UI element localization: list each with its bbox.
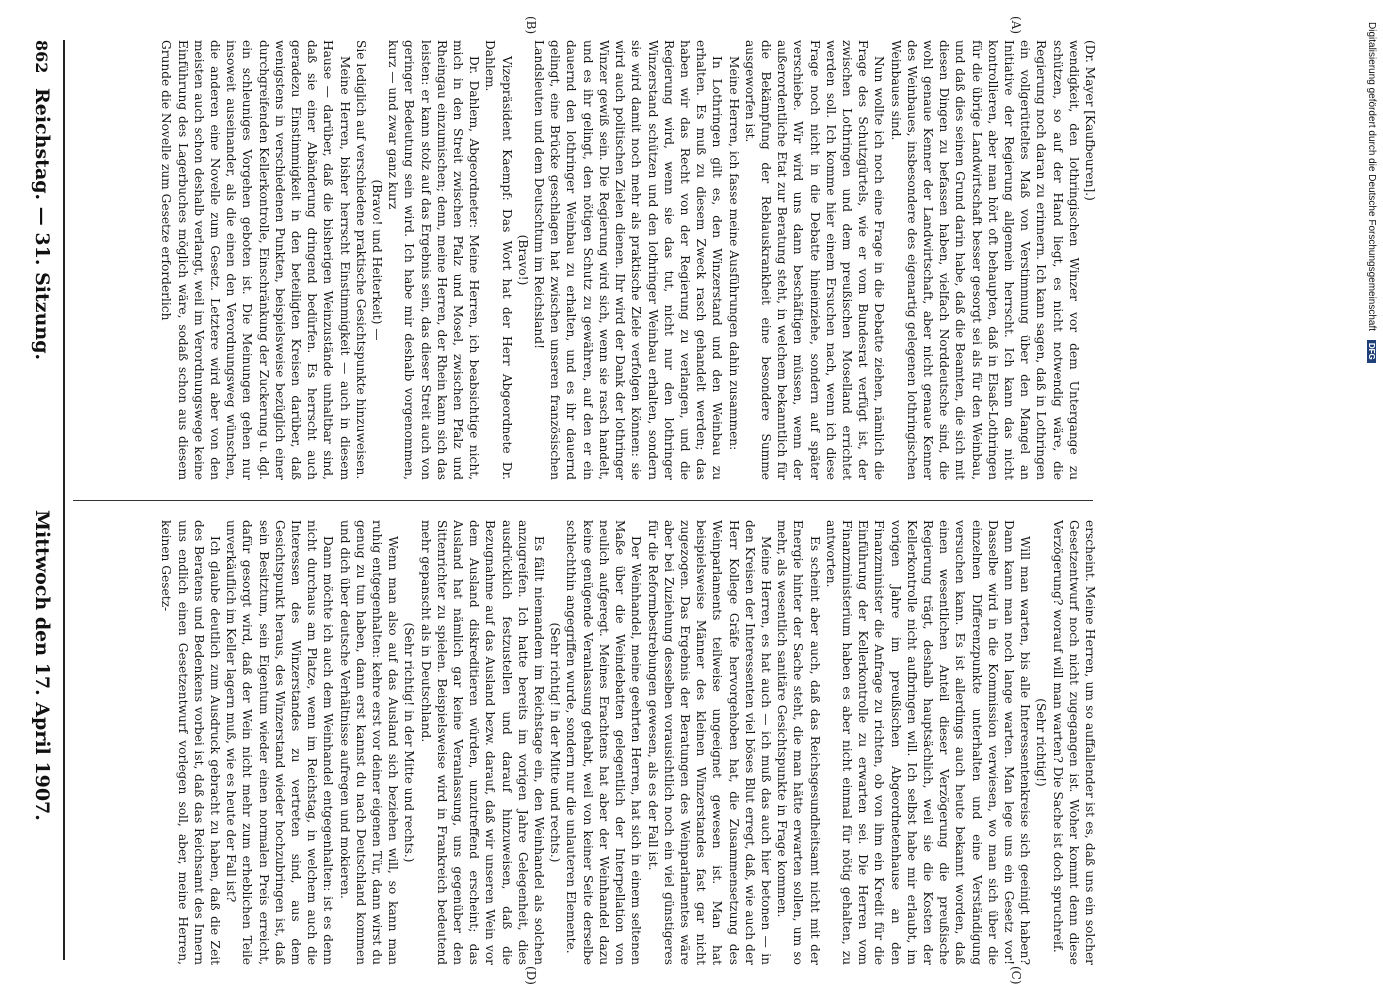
paragraph: Ich glaube deutlich zum Ausdruck gebracht zu haben, daß die Zeit des Beratens und Bedenkens vorbei ist, daß das Reichsamt des Innern uns endlich einen Gesetzentwurf vorlegen soll, aber, meine Herren, keinen Gesetz- [159,520,223,965]
paragraph: In Lothringen gilt es, den Winzerstand und den Weinbau zu erhalten. Es muß zu diesem Zweck rasch gehandelt werden; das haben wir das Recht von der Regierung zu verlangen, und die Regierung wird, wenn sie das tut, nicht nur den lothringer Winzerstand schützen und den lothringer Weinbau erhalten, sondern sie wird damit noch mehr als praktische Ziele verfolgen können: sie wird auch politischen Zielen dienen. Ihr wird der Dank der lothringer Winzer gewiß sein. Die Regierung wird sich, wenn sie rasch handelt, und es ihr gelingt, den nötigen Schutz zu gewähren, auf den er ein dauernd den lothringer Weinbau zu erhalten, und es ihr dauernd gelingt, eine Brücke geschlagen hat zwischen unseren französischen Landsleuten und dem Deutschtum im Reichsland! [532,40,725,480]
page-title: Reichstag. — 31. Sitzung. [31,88,53,361]
text-column-right [73,520,1098,965]
margin-letter-d: (D) [524,966,538,985]
paragraph: (Bravo! und Heiterkeit) — [370,179,385,341]
paragraph: Dann möchte ich auch dem Weinhandel entgegenhalten: ist es denn nicht durchaus am Platze, wenn im Reichstag, in welchem auch die Interessen des Winzerstandes zu vertreten sind, aus dem Gesichtspunkt heraus, des Winzerstand wieder hochzubringen ist, daß sein Besitztum, sein Eigentum wieder einen normalen Preis erreicht, dafür gesorgt wird, daß der Wein nicht mehr zum erheblichen Teile unverkäuflich im Keller lagern muß, wie es heute der Fall ist? [224,520,336,965]
paragraph: Wenn man also auf das Ausland sich beziehen will, so kann man ruhig entgegenhalten: kehre erst vor deiner eigenen Tür, dann wirst du genug zu tun haben, dann erst kannst du nach Deutschland kommen und dich über deutsche Verhältnisse aufregen und mokieren. [337,520,401,965]
paragraph: Meine Herren, ich fasse meine Ausführungen dahin zusammen: [726,56,741,451]
margin-letter-c: (C) [1009,966,1023,985]
footer-text: Digitalisierung gefördert durch die Deutsche Forschungsgemeinschaft [1366,22,1377,332]
column-separator [73,500,1093,501]
text-column-left [73,40,1098,480]
margin-letter-a: (A) [1009,16,1023,35]
paragraph: (Sehr richtig! in der Mitte und rechts.) [402,622,417,863]
paragraph: (Bravo!) [515,234,530,286]
paragraph: Nun wollte ich noch eine Frage in die Debatte ziehen, nämlich die Frage des Schutzgürtels, wie er vom Bundesrat verfügt ist, der zwischen Lothringen und dem preußischen Moselland errichtet werden soll. Ich komme hier einem Ersuchen nach, wenn ich diese Frage noch nicht in die Debatte hineinziehe, sondern auf später verschiebe. Wir wird uns dann beschäftigen müssen, wenn der außerordentliche Etat zur Beratung steht, in welchem bekanntlich für die Bekämpfung der Reblauskrankheit eine besondere Summe ausgeworfen ist. [742,40,887,480]
paragraph: Dr. Dahlem, Abgeordneter: Meine Herren, ich beabsichtige nicht, mich in den Streit zwischen Pfalz und Mosel, zwischen Pfalz und Rheingau einzumischen; denn, meine Herren, der Rhein kann sich das leisten: er kann stolz auf das Ergebnis sein, das dieser Streit auch von geringer Bedeutung sein wird. Ich habe mir deshalb vorgenommen, kurz — und zwar ganz kurz [386,40,482,480]
paragraph: Will man warten, bis alle Interessentenkreise sich geeinigt haben? Dann kann man noch lange warten. Man lege uns ein Gesetz vor! Dasselbe wird in die Kommission verwiesen, wo man sich über die einzelnen Differenzpunkte unterhalten und eine Verständigung versuchen kann. Es ist allerdings auch heute bekannt worden, daß einen wesentlichen Anteil dieser Verzögerung die preußische Regierung trägt, deshalb hauptsächlich, weil sie die Kosten der Kellerkontrolle nicht aufbringen will. Ich selbst habe mir erlaubt, im vorigen Jahre im preußischen Abgeordnetenhause an den Finanzminister die Anfrage zu richten, ob von ihm ein Kredit für die Einführung der Kellerkontrolle zu erwarten sei. Die Herren vom Finanzministerium haben es aber nicht einmal für nötig gehalten, zu antworten. [823,520,1033,965]
session-date: Mittwoch den 17. April 1907. [31,510,53,821]
paragraph: (Sehr richtig! in der Mitte und rechts.) [548,622,563,863]
paragraph: Meine Herren, es hat auch — ich muß das auch hier betonen — in den Kreisen der Interessenten viel böses Blut erregt, daß, wie auch der Herr Kollege Gräfe hervorgehoben hat, die Zusammensetzung des Weinparlaments teilweise ungeeignet gewesen ist. Man hat beispielsweise Männer des kleinen Winzerstandes fast gar nicht zugezogen. Das Ergebnis der Beratungen des Weinparlamentes wäre aber bei Zuziehung desselben vorausichtlich noch ein viel günstigeres für die Reformbestrebungen gewesen, als es der Fall ist. [645,520,773,965]
dfg-logo: DFG [1367,340,1376,363]
paragraph: Vizepräsident Kaempf: Das Wort hat der Herr Abgeordnete Dr. Dahlem. [483,40,514,480]
digitization-footer [1361,22,1377,902]
paragraph: wendigkeit, den lothringischen Winzer vor dem Untergange zu schützen, so auf der Hand liegt, es nicht notwendig wäre, die Regierung noch daran zu erinnern. Ich kann sagen, daß in Lothringen ein vollgerütteltes Maß von Verstimmung über den Mangel an Initiative der Regierung allgemein herrscht. Ich kann das nicht kontrollieren, aber man hört oft behaupten, daß in Elsaß-Lothringen für die übrige Landwirtschaft besser gesorgt sei als für den Weinbau, und daß dies seinen Grund darin habe, daß die Beamten, die sich mit diesen Dingen zu befassen haben, vielfach Norddeutsche sind, die wohl genaue Kenner der Landwirtschaft, aber nicht genaue Kenner des Weinbaues, insbesondere des eigenartig gelegenen lothringischen Weinbaues sind. [888,40,1081,480]
paragraph: (Sehr richtig!) [1034,698,1049,787]
header-rule [64,40,66,960]
paragraph: Es fällt niemandem im Reichstage ein, den Weinhandel als solchen anzugreifen. Ich hatte bereits im vorigen Jahre Gelegenheit, dies ausdrücklich festzustellen und darauf hinzuweisen, daß die Bezugnahme auf das Ausland bezw. darauf, daß wir unseren Wein vor dem Ausland diskreditieren würden, unzutreffend erscheint; das Ausland hat nämlich gar keine Veranlassung, uns gegenüber den Sittenrichter zu spielen. Beispielsweise wird in Frankreich bedeutend mehr gepanscht als in Deutschland. [418,520,547,965]
page-header [17,40,57,960]
paragraph: (Dr. Mayer [Kaufbeuren].) [1083,40,1097,201]
paragraph: Sie lediglich auf verschiedene praktische Gesichtspunkte hinzuweisen. [353,40,368,480]
margin-letter-b: (B) [524,16,538,35]
paragraph: Es scheint aber auch, daß das Reichsgesundheitsamt nicht mit der Energie hinter der Sache steht, die man hätte erwarten sollen, um so mehr, als wesentlich sanitäre Gesichtspunkte in Frage kommen. [775,520,822,965]
paragraph: Der Weinhandel, meine geehrten Herren, hat sich in einem seltenen Maße über die Weindebatten gelegentlich der Interpellation von neulich aufgeregt. Meines Erachtens hat aber der Weinhandel dazu keine genügende Veranlassung gehabt, weil von keiner Seite derselbe schlechthin angegriffen wurde, sondern nur die unlauteren Elemente. [564,520,644,965]
paragraph: Meine Herren, bisher herrscht Einstimmigkeit — auch in diesem Hause — darüber, daß die bisherigen Weinzustände unhaltbar sind, daß sie einer Abänderung dringend bedürfen. Es herrscht auch geradezu Einstimmigkeit in den beteiligten Kreisen darüber, daß wenigstens in verschiedenen Punkten, beispielsweise bezüglich einer durchgreifenden Kellerkontrolle, Einschränkung der Zuckerung u. dgl. ein schleuniges Vorgehen geboten ist. Die Meinungen gehen nur insoweit auseinander, als die einen den Verordnungsweg wünschen, die anderen eine Novelle zum Gesetz. Letztere wird aber von den meisten auch schon deshalb verlangt, weil im Verordnungswege keine Einführung des Lagerbuches möglich wäre, sodaß schon aus diesem Grunde die Novelle zum Gesetze erforderlich [159,40,352,480]
page-number: 862 [32,40,51,74]
paragraph: erscheint. Meine Herren, um so auffallender ist es, daß uns ein solcher Gesetzentwurf noch nicht zugegangen ist. Woher kommt denn diese Verzögerung? worauf will man warten? Die Sache ist doch spruchreif. [1050,520,1097,965]
